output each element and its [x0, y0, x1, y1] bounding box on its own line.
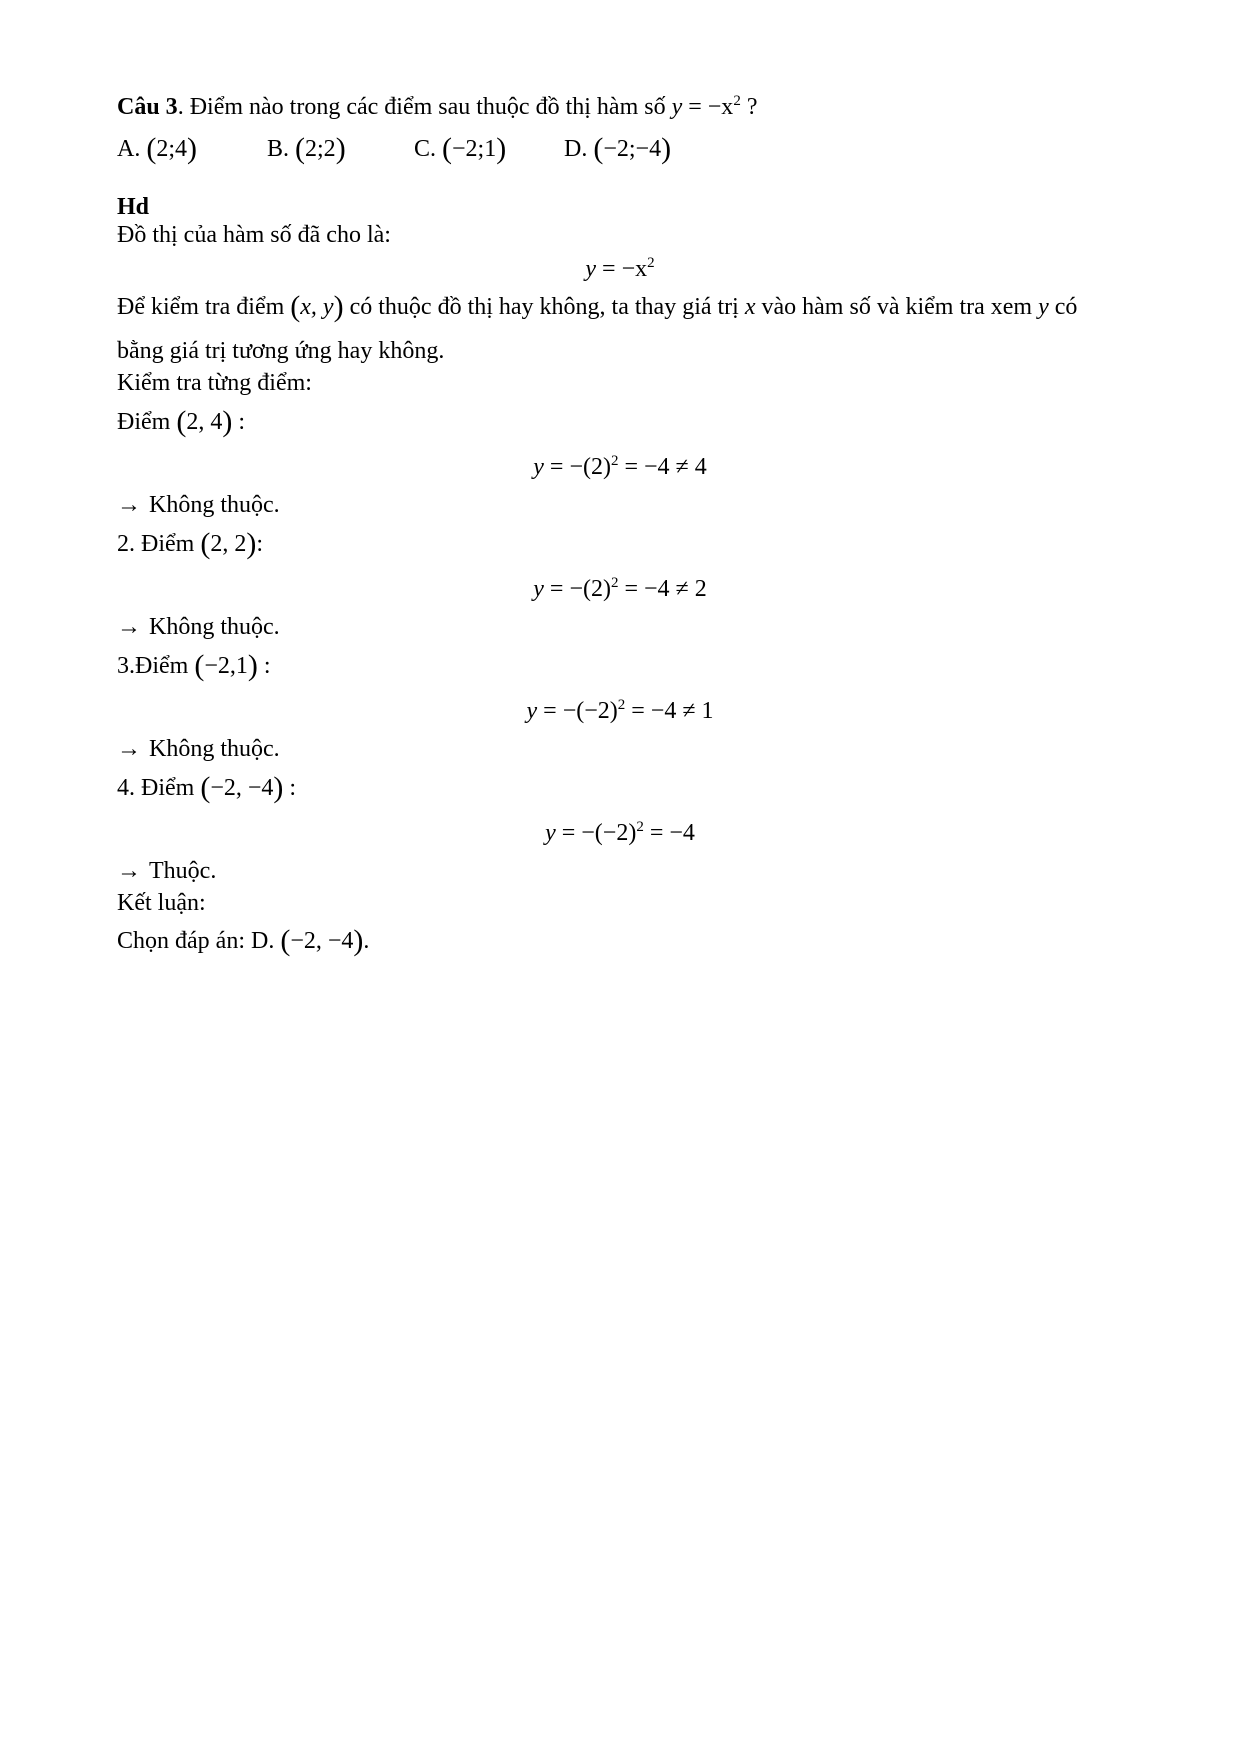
equation-main: $y = -x^2$: [585, 255, 655, 282]
point-4-equation: $y = -(-2)^2 = -4$: [545, 819, 695, 846]
answer-line: Chọn đáp án: D. (−2, −4).: [117, 924, 370, 957]
question-line: [117, 92, 757, 122]
solution-intro: Đồ thị của hàm số đã cho là:: [117, 222, 391, 248]
arrow-icon: →: [117, 858, 141, 884]
conclusion-label: Kết luận:: [117, 890, 206, 916]
point-2-equation: $y = -(2)^2 = -4 \ne 2$: [533, 575, 707, 602]
question-label: Câu 3: [117, 94, 178, 120]
point-3-equation: $y = -(-2)^2 = -4 \ne 1$: [526, 697, 714, 724]
point-1-label: Điểm (2, 4) :: [117, 405, 245, 438]
point-3-label: 3.Điểm (−2,1) :: [117, 649, 271, 682]
check-each: Kiểm tra từng điểm:: [117, 370, 312, 396]
point-4-result: → Thuộc.: [117, 858, 217, 884]
choice-d: D. (−2;−4): [564, 132, 672, 165]
point-1-result: → Không thuộc.: [117, 492, 280, 518]
arrow-icon: →: [117, 492, 141, 518]
arrow-icon: →: [117, 736, 141, 762]
point-2-label: 2. Điểm (2, 2):: [117, 527, 263, 560]
choice-b: B. (2;2): [267, 132, 346, 165]
question-function: $y = -x^2$: [671, 93, 741, 120]
point-3-result: → Không thuộc.: [117, 736, 280, 762]
check-line-2: bằng giá trị tương ứng hay không.: [117, 338, 445, 364]
choice-c: C. (−2;1): [414, 132, 507, 165]
question-end: ?: [740, 94, 758, 120]
check-line-1: Để kiểm tra điểm (x, y) có thuộc đồ thị hay không, ta thay giá trị x vào hàm số và kiểm tra xem y có: [117, 290, 1078, 323]
point-4-label: 4. Điểm (−2, −4) :: [117, 771, 297, 804]
question-text: . Điểm nào trong các điểm sau thuộc đồ thị hàm số: [177, 94, 672, 120]
arrow-icon: →: [117, 614, 141, 640]
solution-heading: Hd: [117, 194, 150, 220]
point-1-equation: $y = -(2)^2 = -4 \ne 4$: [533, 453, 707, 480]
point-2-result: → Không thuộc.: [117, 614, 280, 640]
choice-a: A. (2;4): [117, 132, 198, 165]
